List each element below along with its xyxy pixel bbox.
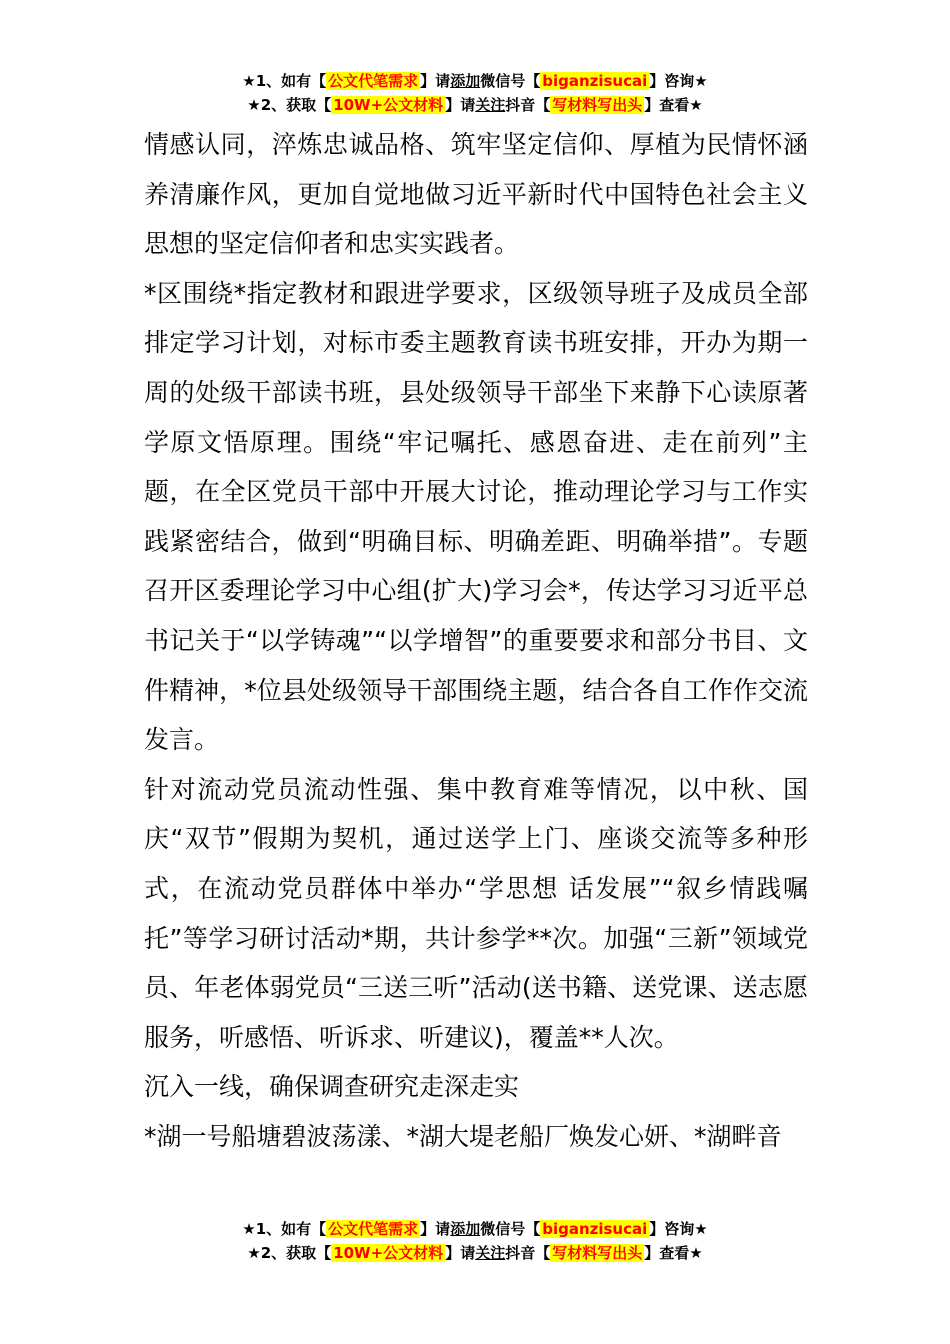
banner-line-1: ★1、如有【 公文代笔需求 】请添加微信号【 biganzisucai 】咨询★	[242, 72, 708, 90]
banner-highlight: biganzisucai	[542, 1220, 648, 1238]
banner-highlight: 公文代笔需求	[328, 1220, 419, 1238]
banner-line-1: ★1、如有【 公文代笔需求 】请添加微信号【 biganzisucai 】咨询★	[242, 1220, 708, 1238]
banner-highlight: 写材料写出头	[552, 96, 643, 114]
paragraph: *湖一号船塘碧波荡漾、*湖大堤老船厂焕发心妍、*湖畔音	[144, 1121, 782, 1151]
banner-highlight: 10W+公文材料	[333, 1244, 444, 1262]
banner-highlight: 公文代笔需求	[328, 72, 419, 90]
banner-highlight: biganzisucai	[542, 72, 648, 90]
document-body	[144, 120, 808, 1161]
paragraph: 情感认同，淬炼忠诚品格、筑牢坚定信仰、厚植为民情怀涵养清廉作风，更加自觉地做习近平新时代中国特色社会主义思想的坚定信仰者和忠实实践者。	[144, 130, 808, 259]
banner-highlight: 10W+公文材料	[333, 96, 444, 114]
footer-banner	[0, 1217, 950, 1265]
banner-line-2: ★2、获取【 10W+公文材料 】请关注抖音【 写材料写出头 】查看★	[247, 1244, 703, 1262]
header-banner	[0, 69, 950, 117]
banner-highlight: 写材料写出头	[552, 1244, 643, 1262]
section-heading: 沉入一线，确保调查研究走深走实	[144, 1072, 520, 1102]
banner-line-2: ★2、获取【 10W+公文材料 】请关注抖音【 写材料写出头 】查看★	[247, 96, 703, 114]
paragraph: *区围绕*指定教材和跟进学要求，区级领导班子及成员全部排定学习计划，对标市委主题教育读书班安排，开办为期一周的处级干部读书班，县处级领导干部坐下来静下心读原著学原文悟原理。围绕“牢记嘱托、感恩奋进、走在前列”主题，在全区党员干部中开展大讨论，推动理论学习与工作实践紧密结合，做到“明确目标、明确差距、明确举措”。专题召开区委理论学习中心组(扩大)学习会*，传达学习习近平总书记关于“以学铸魂”“以学增智”的重要要求和部分书目、文件精神，*位县处级领导干部围绕主题，结合各自工作作交流发言。	[144, 278, 808, 755]
paragraph: 针对流动党员流动性强、集中教育难等情况，以中秋、国庆“双节”假期为契机，通过送学上门、座谈交流等多种形式，在流动党员群体中举办“学思想 话发展”“叙乡情践嘱托”等学习研讨活动*期，共计参学**次。加强“三新”领域党员、年老体弱党员“三送三听”活动(送书籍、送党课、送志愿服务，听感悟、听诉求、听建议)，覆盖**人次。	[144, 774, 808, 1052]
